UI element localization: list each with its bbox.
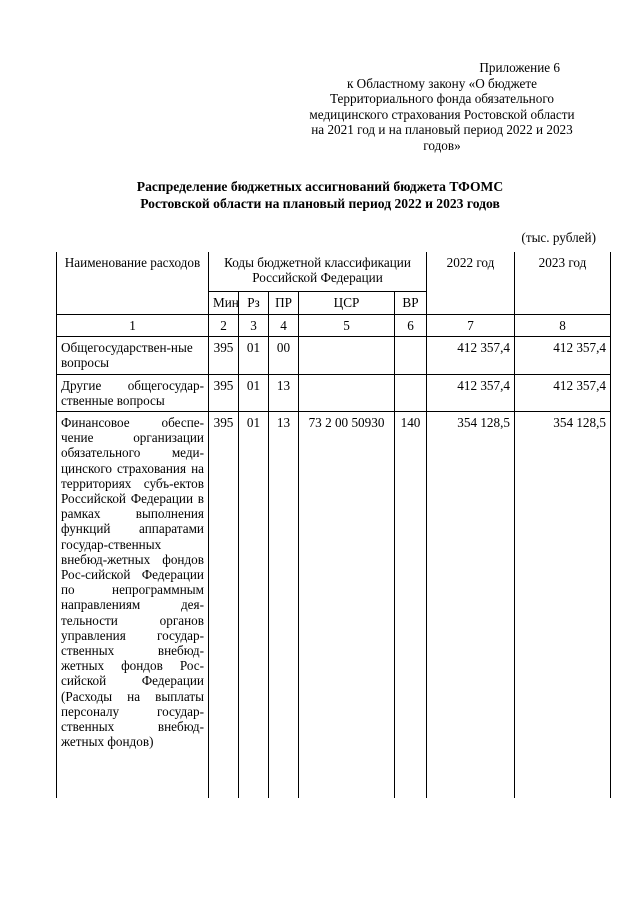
row-min: 395 (209, 412, 239, 799)
row-2023: 354 128,5 (515, 412, 611, 799)
col-number: 6 (395, 315, 427, 337)
row-2022: 412 357,4 (427, 374, 515, 411)
row-min: 395 (209, 374, 239, 411)
units-label: (тыс. рублей) (521, 230, 596, 245)
row-rz: 01 (239, 337, 269, 374)
col-number: 2 (209, 315, 239, 337)
col-number: 1 (57, 315, 209, 337)
col-number: 5 (299, 315, 395, 337)
row-vr (395, 374, 427, 411)
appendix-text: к Областному закону «О бюджете Территориального фонда обязательного медицинского страхования Ростовской области на 2021 год и на плановый период 2022 и 2023 годов» (309, 75, 575, 153)
row-pr: 13 (269, 412, 299, 799)
title-line-2: Ростовской области на плановый период 2022 и 2023 годов (140, 196, 500, 211)
table-row (57, 412, 611, 799)
row-name: Другие общегосудар-ственные вопросы (57, 374, 209, 411)
col-number: 7 (427, 315, 515, 337)
row-rz: 01 (239, 374, 269, 411)
header-csr: ЦСР (299, 291, 395, 314)
header-vr: ВР (395, 291, 427, 314)
row-2022: 354 128,5 (427, 412, 515, 799)
header-min: Мин (209, 291, 239, 314)
table-row (57, 374, 611, 411)
header-rz: Рз (239, 291, 269, 314)
row-min: 395 (209, 337, 239, 374)
row-2022: 412 357,4 (427, 337, 515, 374)
row-vr (395, 337, 427, 374)
row-pr: 00 (269, 337, 299, 374)
col-number: 4 (269, 315, 299, 337)
row-csr: 73 2 00 50930 (299, 412, 395, 799)
row-pr: 13 (269, 374, 299, 411)
col-number: 8 (515, 315, 611, 337)
header-2023: 2023 год (515, 252, 611, 315)
page-title (0, 178, 640, 212)
row-vr: 140 (395, 412, 427, 799)
header-row-1 (57, 252, 611, 291)
title-line-1: Распределение бюджетных ассигнований бюджета ТФОМС (136, 179, 504, 194)
appendix-number: Приложение 6 (479, 60, 560, 75)
header-2022: 2022 год (427, 252, 515, 315)
header-pr: ПР (269, 291, 299, 314)
row-2023: 412 357,4 (515, 337, 611, 374)
row-name: Общегосударствен-ные вопросы (57, 337, 209, 374)
appendix-header (302, 60, 582, 154)
row-name: Финансовое обеспе-чение организации обязательного меди-цинского страхования на территориях субъ-ектов Российской Федерации в рамках выполнения функций аппаратами государ-ственных внебюд-жетных фондов Рос-сийской Федерации по непрограммным направлениям дея-тельности органов управления государ-ственных внебюд-жетных фондов Рос-сийской Федерации (Расходы на выплаты персоналу государ-ственных внебюд-жетных фондов) (57, 412, 209, 799)
table-row (57, 337, 611, 374)
row-rz: 01 (239, 412, 269, 799)
row-csr (299, 337, 395, 374)
header-name: Наименование расходов (57, 252, 209, 315)
row-2023: 412 357,4 (515, 374, 611, 411)
budget-table (56, 252, 611, 798)
header-codes: Коды бюджетной классификации Российской Федерации (209, 252, 427, 291)
col-number: 3 (239, 315, 269, 337)
column-number-row (57, 315, 611, 337)
row-csr (299, 374, 395, 411)
